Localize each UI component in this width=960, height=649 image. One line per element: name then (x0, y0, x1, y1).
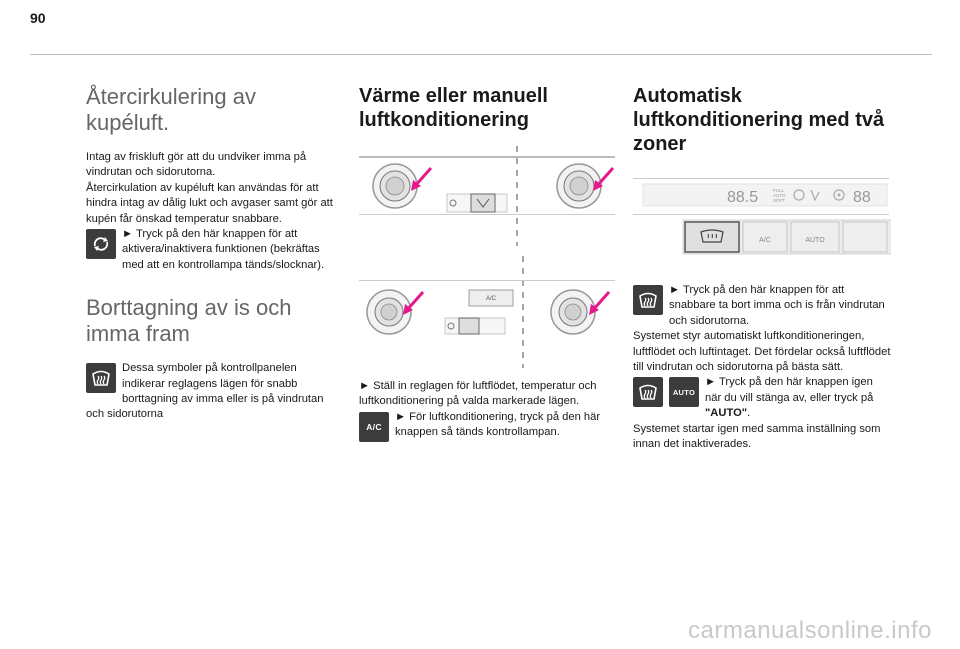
auto-icon (669, 377, 699, 407)
recirc-step-text: ► Tryck på den här knappen för att aktivera/inaktivera funktionen (bekräftas med att en kontrollampa tänds/slocknar). (122, 228, 325, 271)
manual-step1: ► Ställ in reglagen för luftflödet, temperatur och luftkonditionering på valda markerade lägen. (359, 380, 597, 408)
auto-step2-post: . Systemet startar igen med samma inställning som innan det inaktiverades. (633, 407, 881, 451)
mode-soft: SOFT (773, 198, 785, 203)
auto-icon-label: AUTO (672, 387, 696, 397)
ac-icon (359, 412, 389, 442)
windshield-defrost-icon (86, 363, 116, 393)
defrost-para (86, 361, 342, 423)
recirculation-icon (86, 229, 116, 259)
manual-step2-text: ► För luftkonditionering, tryck på den här knappen så tänds kontrollampan. (395, 410, 601, 439)
display-right-temp: 88 (853, 189, 871, 206)
manual-title: Värme eller manuell luftkonditionering (359, 85, 548, 131)
windshield-defrost-icon (633, 285, 663, 315)
header-rule (30, 54, 932, 55)
display-left-temp: 88.5 (727, 189, 759, 206)
watermark: carmanualsonline.info (688, 617, 932, 644)
auto-step2 (633, 375, 891, 452)
auto-button[interactable] (791, 222, 839, 252)
auto-step1 (633, 283, 891, 375)
column-manual (359, 84, 617, 444)
ac-button-label: A/C (485, 296, 497, 302)
fan-knob (551, 290, 595, 334)
auto-step1-text: ► Tryck på den här knappen för att snabbare ta bort imma och is från vindrutan och sidorutorna. Systemet styr automatiskt luftkonditioneringen, luftflödet och luftintaget. Det fördelar också luftflödet till vindrutan och sidorutorna på bästa sätt. (633, 284, 891, 374)
auto-button-label: AUTO (805, 237, 825, 244)
manual-step2 (359, 410, 617, 444)
recirc-intro: Intag av friskluft gör att du undviker imma på vindrutan och sidorutorna. Återcirkulation av kupéluft kan användas för att hindra intag av dålig lukt och avgaser samt gör att kupén får önskad temperatur snabbare. (86, 151, 333, 225)
auto-step2-bold: "AUTO" (705, 407, 748, 420)
mode-full: FULL (773, 188, 785, 193)
ac-button-label: A/C (759, 237, 771, 244)
mode-auto: AUTO (773, 193, 786, 198)
ac-button[interactable] (743, 222, 787, 252)
page-number: 90 (30, 10, 46, 26)
windshield-defrost-icon (633, 377, 663, 407)
auto-panel-illustration (633, 174, 891, 271)
column-auto (633, 84, 891, 452)
windshield-defrost-button[interactable] (685, 222, 739, 252)
temperature-knob-left (373, 164, 417, 208)
manual-panel-illustration (359, 146, 617, 373)
recirc-title: Återcirkulering av kupéluft. (86, 84, 256, 135)
auto-title: Automatisk luftkonditionering med två zoner (633, 85, 885, 155)
auto-step2-pre: ► Tryck på den här knappen igen när du vill stänga av, eller tryck på (705, 376, 874, 404)
ac-icon-label: A/C (366, 421, 382, 432)
defrost-text: Dessa symboler på kontrollpanelen indikerar reglagens lägen för snabb borttagning av imma eller is på vindrutan och sidorutorna (86, 362, 324, 421)
defrost-title: Borttagning av is och imma fram (86, 295, 292, 347)
column-recirculation (86, 84, 342, 423)
recirc-step (86, 227, 342, 273)
